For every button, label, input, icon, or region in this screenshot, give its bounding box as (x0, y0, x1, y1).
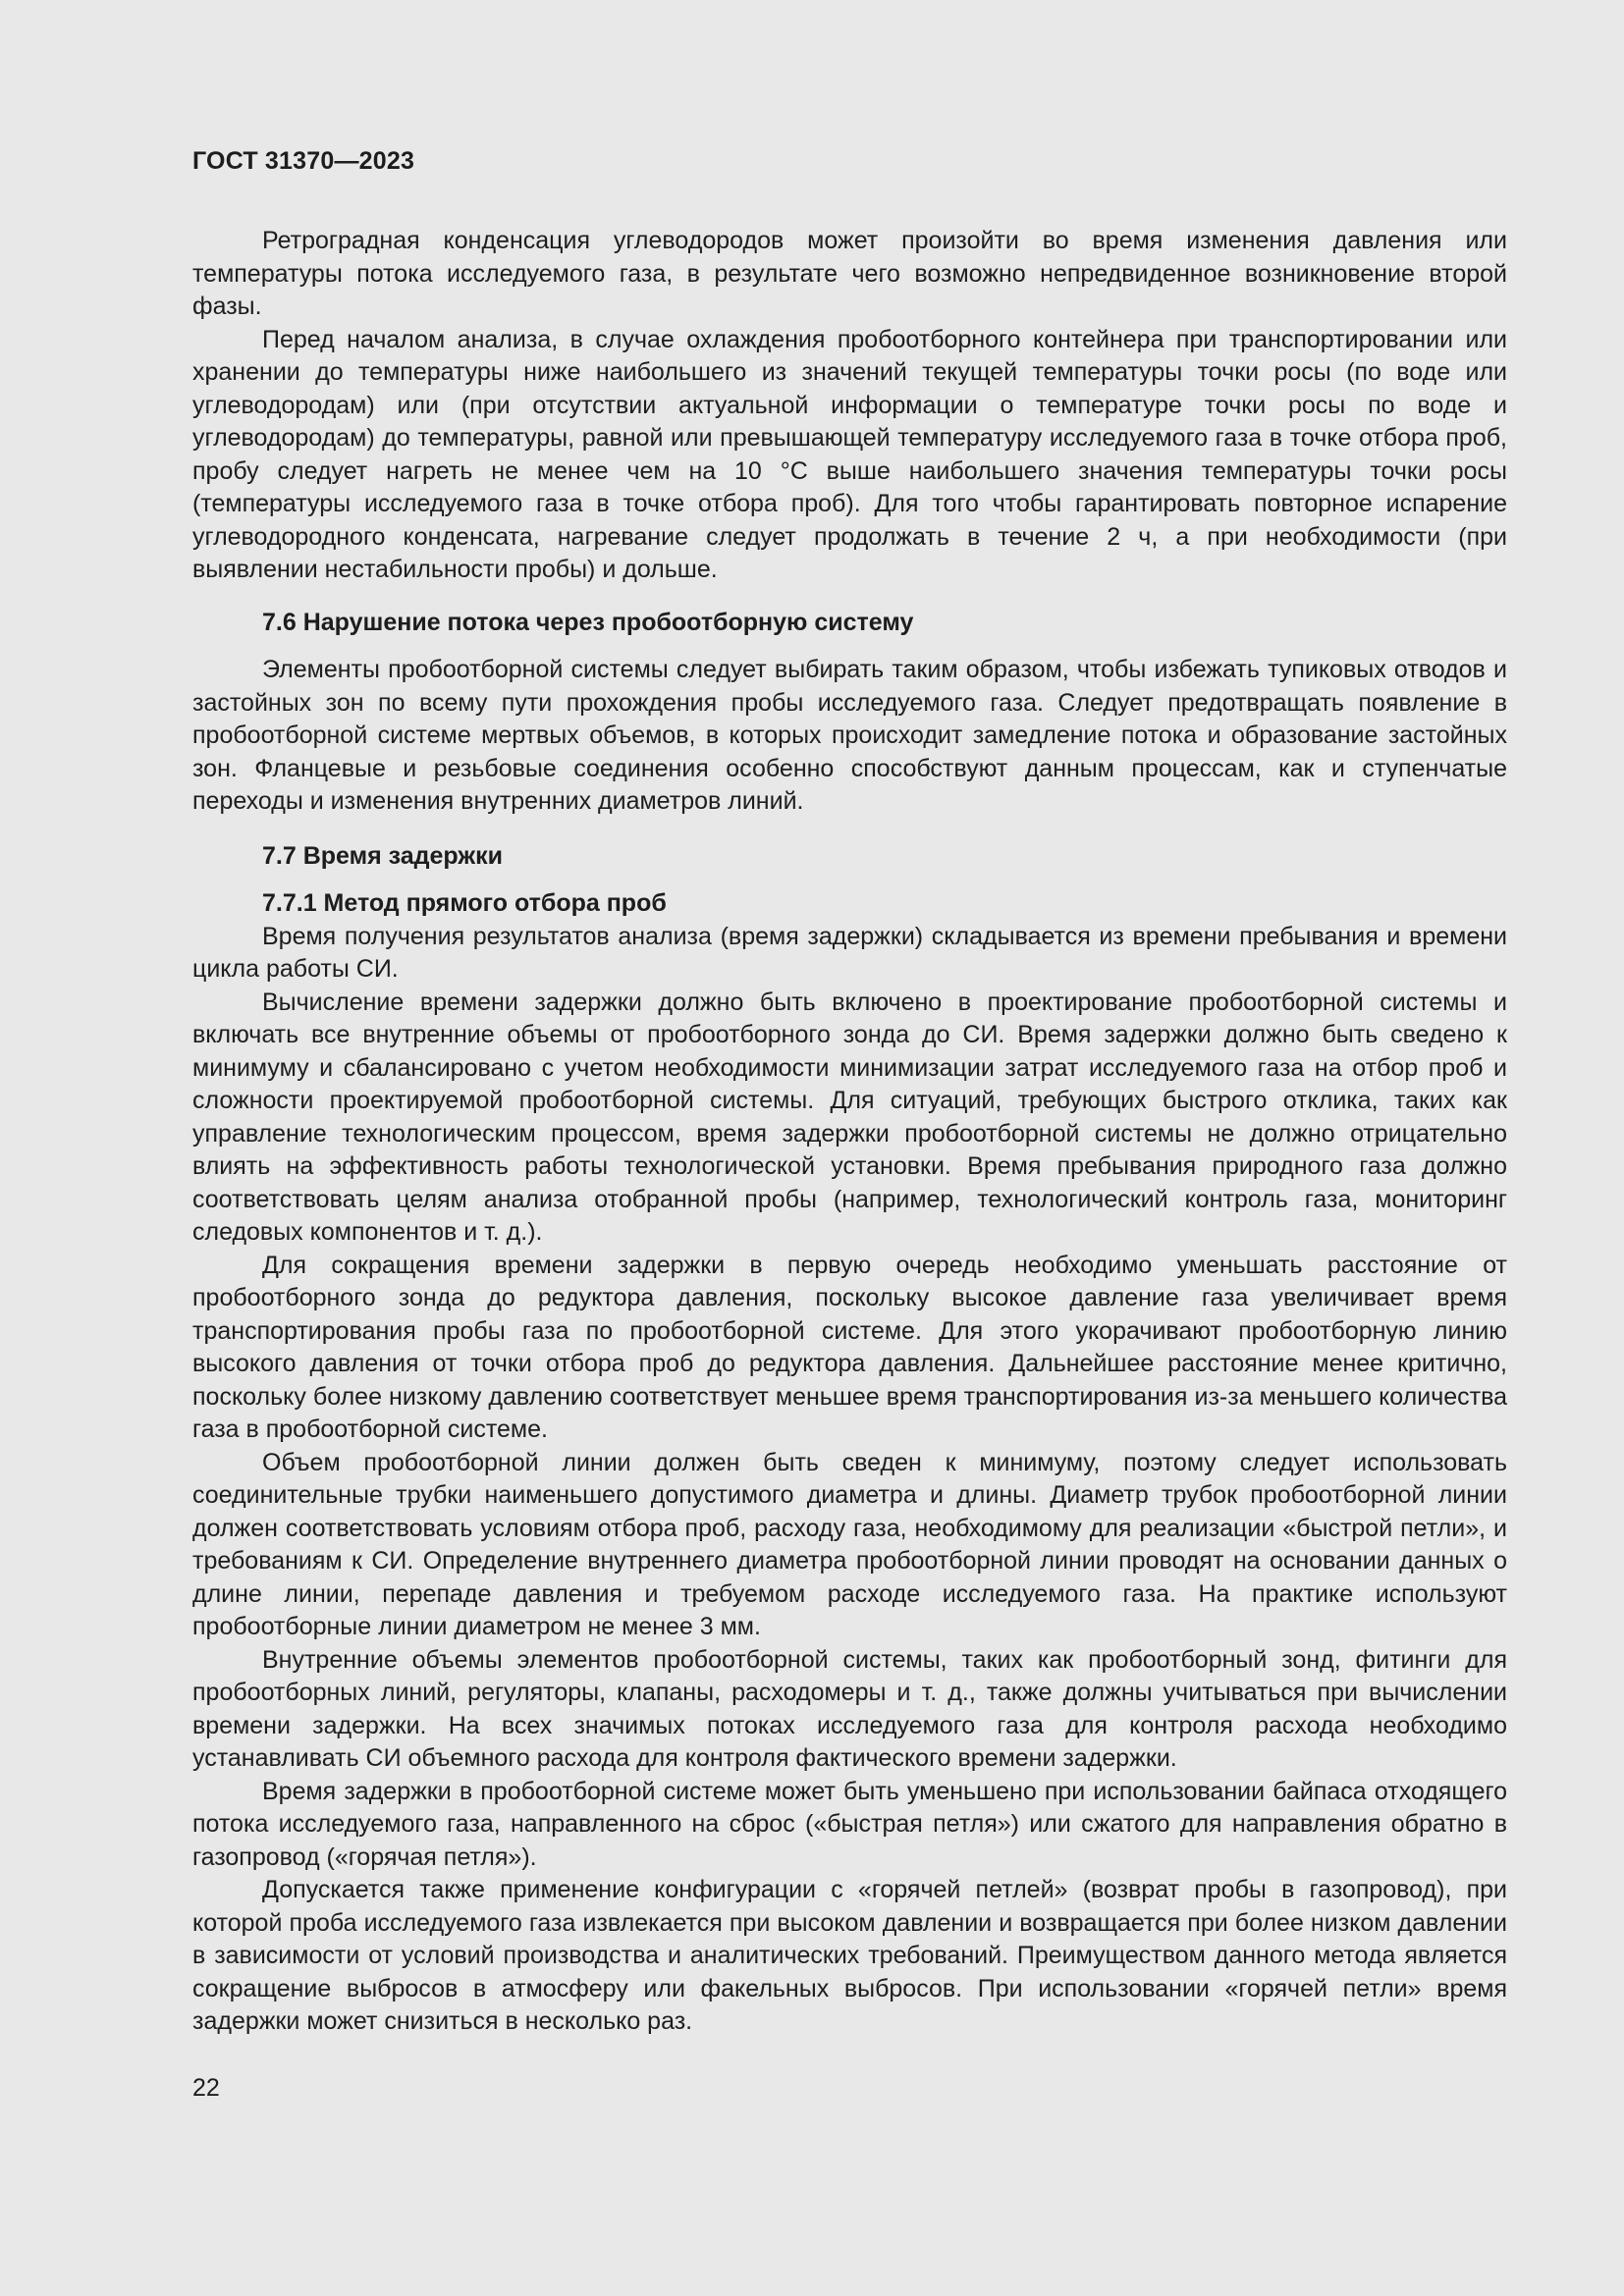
paragraph-reducing-lag-time: Для сокращения времени задержки в первую очередь необходимо уменьшать расстояние от пробоотборного зонда до редуктора давления, поскольку высокое давление газа увеличивает время транспортирования пробы газа по пробоотборной системе. Для этого укорачивают пробоотборную линию высокого давления от точки отбора проб до редуктора давления. Дальнейшее расстояние менее критично, поскольку более низкому давлению соответствует меньшее время транспортирования из-за меньшего количества газа в пробоотборной системе. (192, 1251, 1507, 1443)
paragraph-dead-volumes: Элементы пробоотборной системы следует выбирать таким образом, чтобы избежать тупиковых отводов и застойных зон по всему пути прохождения пробы исследуемого газа. Следует предотвращать появление в пробоотборной системе мертвых объемов, в которых происходит замедление потока и образование застойных зон. Фланцевые и резьбовые соединения особенно способствуют данным процессам, как и ступенчатые переходы и изменения внутренних диаметров линий. (192, 656, 1507, 815)
page-number: 22 (192, 2074, 220, 2102)
paragraph-retrograde-condensation: Ретроградная конденсация углеводородов может произойти во время изменения давления или температуры потока исследуемого газа, в результате чего возможно непредвиденное возникновение второй фазы. (192, 227, 1507, 320)
section-heading-7-6: 7.6 Нарушение потока через пробоотборную систему (262, 608, 914, 636)
paragraph-hot-loop: Допускается также применение конфигурации с «горячей петлей» (возврат пробы в газопровод), при которой проба исследуемого газа извлекается при высоком давлении и возвращается при более низком давлении в зависимости от условий производства и аналитических требований. Преимуществом данного метода является сокращение выбросов в атмосферу или факельных выбросов. При использовании «горячей петли» время задержки может снизиться в несколько раз. (192, 1876, 1507, 2035)
document-standard-id: ГОСТ 31370—2023 (192, 147, 415, 175)
paragraph-internal-volumes: Внутренние объемы элементов пробоотборной системы, таких как пробоотборный зонд, фитинги для пробоотборных линий, регуляторы, клапаны, расходомеры и т. д., также должны учитываться при вычислении времени задержки. На всех значимых потоках исследуемого газа для контроля расхода необходимо устанавливать СИ объемного расхода для контроля фактического времени задержки. (192, 1645, 1507, 1772)
paragraph-lag-time-definition: Время получения результатов анализа (время задержки) складывается из времени пребывания и времени цикла работы СИ. (192, 922, 1507, 983)
document-body (192, 225, 1507, 2039)
paragraph-sample-line-volume: Объем пробоотборной линии должен быть сведен к минимуму, поэтому следует использовать соединительные трубки наименьшего допустимого диаметра и длины. Диаметр трубок пробоотборной линии должен соответствовать условиям отбора проб, расходу газа, необходимому для реализации «быстрой петли», и требованиям к СИ. Определение внутреннего диаметра пробоотборной линии проводят на основании данных о длине линии, перепаде давления и требуемом расходе исследуемого газа. На практике используют пробоотборные линии диаметром не менее 3 мм. (192, 1448, 1507, 1640)
section-heading-7-7: 7.7 Время задержки (262, 841, 503, 870)
subsection-heading-7-7-1: 7.7.1 Метод прямого отбора проб (262, 889, 667, 917)
paragraph-heating-before-analysis: Перед началом анализа, в случае охлаждения пробоотборного контейнера при транспортировании или хранении до температуры ниже наибольшего из значений текущей температуры точки росы (по воде или углеводородам) или (при отсутствии актуальной информации о температуре точки росы по воде и углеводородам) до температуры, равной или превышающей температуру исследуемого газа в точке отбора проб, пробу следует нагреть не менее чем на 10 °С выше наибольшего значения температуры точки росы (температуры исследуемого газа в точке отбора проб). Для того чтобы гарантировать повторное испарение углеводородного конденсата, нагревание следует продолжать в течение 2 ч, а при необходимости (при выявлении нестабильности пробы) и дольше. (192, 325, 1507, 583)
paragraph-lag-time-calculation: Вычисление времени задержки должно быть включено в проектирование пробоотборной системы и включать все внутренние объемы от пробоотборного зонда до СИ. Время задержки должно быть сведено к минимуму и сбалансировано с учетом необходимости минимизации затрат исследуемого газа на отбор проб и сложности проектируемой пробоотборной системы. Для ситуаций, требующих быстрого отклика, таких как управление технологическим процессом, время задержки пробоотборной системы не должно отрицательно влиять на эффективность работы технологической установки. Время пребывания природного газа должно соответствовать целям анализа отобранной пробы (например, технологический контроль газа, мониторинг следовых компонентов и т. д.). (192, 988, 1507, 1246)
paragraph-bypass-loops: Время задержки в пробоотборной системе может быть уменьшено при использовании байпаса отходящего потока исследуемого газа, направленного на сброс («быстрая петля») или сжатого для направления обратно в газопровод («горячая петля»). (192, 1777, 1507, 1871)
